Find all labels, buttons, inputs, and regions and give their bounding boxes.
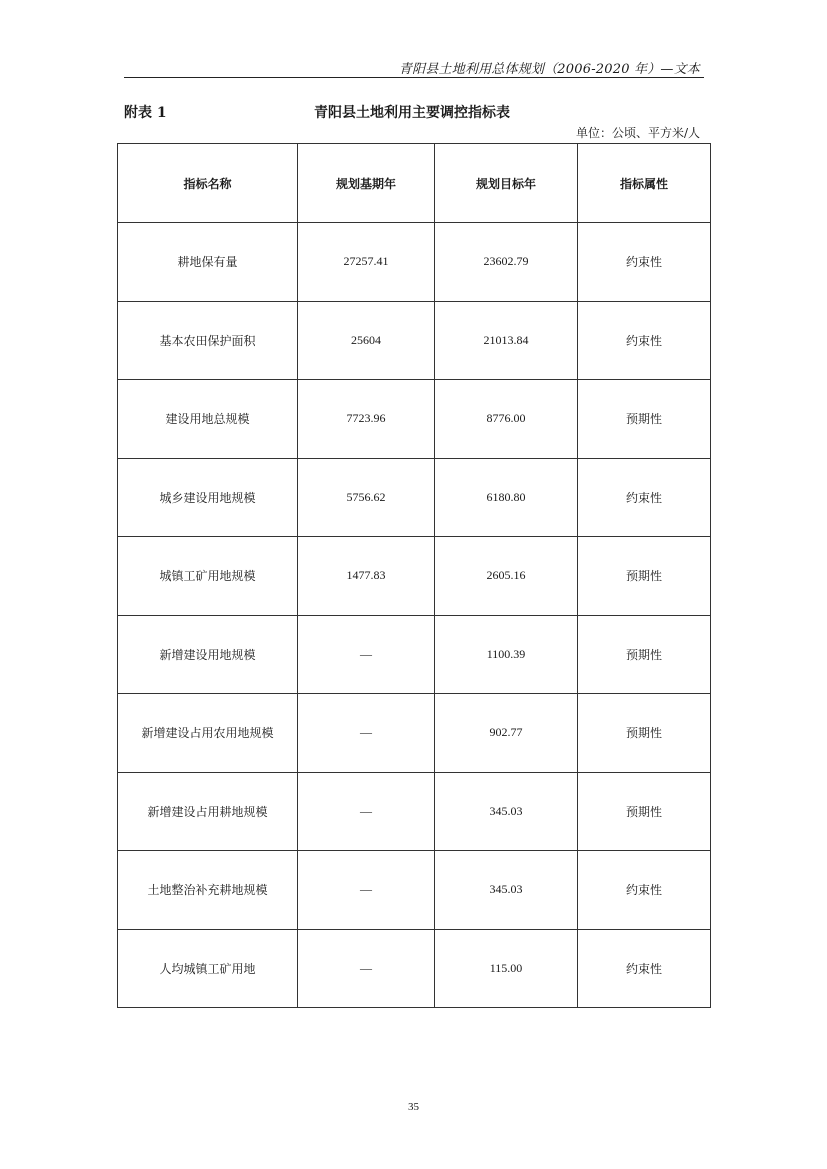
target-year-value: 345.03 (435, 772, 578, 851)
base-year-value: — (298, 615, 435, 694)
indicator-attribute: 约束性 (578, 458, 711, 537)
indicator-name: 城镇工矿用地规模 (118, 537, 298, 616)
table-row (118, 694, 711, 773)
table-title: 青阳县土地利用主要调控指标表 (314, 105, 510, 121)
base-year-value: 7723.96 (298, 380, 435, 459)
indicator-attribute: 约束性 (578, 851, 711, 930)
target-year-value: 23602.79 (435, 223, 578, 302)
target-year-value: 6180.80 (435, 458, 578, 537)
indicator-name: 新增建设用地规模 (118, 615, 298, 694)
indicator-attribute: 预期性 (578, 380, 711, 459)
indicator-attribute: 约束性 (578, 301, 711, 380)
unit-note: 单位：公顷、平方米/人 (575, 126, 700, 140)
table-row (118, 380, 711, 459)
table-row (118, 615, 711, 694)
indicator-name: 土地整治补充耕地规模 (118, 851, 298, 930)
indicator-name: 新增建设占用农用地规模 (118, 694, 298, 773)
target-year-value: 1100.39 (435, 615, 578, 694)
table-row (118, 929, 711, 1008)
indicator-attribute: 预期性 (578, 615, 711, 694)
target-year-value: 2605.16 (435, 537, 578, 616)
indicator-attribute: 约束性 (578, 929, 711, 1008)
base-year-value: — (298, 772, 435, 851)
table-caption (124, 102, 714, 122)
indicator-name: 建设用地总规模 (118, 380, 298, 459)
table-header-row (118, 144, 711, 223)
page-number: 35 (408, 1101, 419, 1113)
base-year-value: 25604 (298, 301, 435, 380)
base-year-value: — (298, 694, 435, 773)
column-header-name: 指标名称 (118, 144, 298, 223)
header-rule (124, 77, 704, 78)
indicator-name: 新增建设占用耕地规模 (118, 772, 298, 851)
column-header-base-year: 规划基期年 (298, 144, 435, 223)
base-year-value: 27257.41 (298, 223, 435, 302)
table-row (118, 223, 711, 302)
column-header-target-year: 规划目标年 (435, 144, 578, 223)
table-row (118, 458, 711, 537)
table-row (118, 772, 711, 851)
table-row (118, 851, 711, 930)
indicator-attribute: 约束性 (578, 223, 711, 302)
table-row (118, 301, 711, 380)
target-year-value: 21013.84 (435, 301, 578, 380)
indicator-attribute: 预期性 (578, 772, 711, 851)
caption-label: 附表 1 (124, 105, 167, 121)
indicator-name: 基本农田保护面积 (118, 301, 298, 380)
table-row (118, 537, 711, 616)
target-year-value: 345.03 (435, 851, 578, 930)
indicator-attribute: 预期性 (578, 537, 711, 616)
base-year-value: 1477.83 (298, 537, 435, 616)
target-year-value: 115.00 (435, 929, 578, 1008)
indicator-table (117, 143, 711, 1008)
target-year-value: 902.77 (435, 694, 578, 773)
running-header: 青阳县土地利用总体规划（2006-2020 年）—文本 (398, 62, 700, 77)
indicator-name: 耕地保有量 (118, 223, 298, 302)
indicator-attribute: 预期性 (578, 694, 711, 773)
base-year-value: — (298, 929, 435, 1008)
base-year-value: — (298, 851, 435, 930)
target-year-value: 8776.00 (435, 380, 578, 459)
indicator-name: 城乡建设用地规模 (118, 458, 298, 537)
base-year-value: 5756.62 (298, 458, 435, 537)
column-header-attribute: 指标属性 (578, 144, 711, 223)
indicator-name: 人均城镇工矿用地 (118, 929, 298, 1008)
